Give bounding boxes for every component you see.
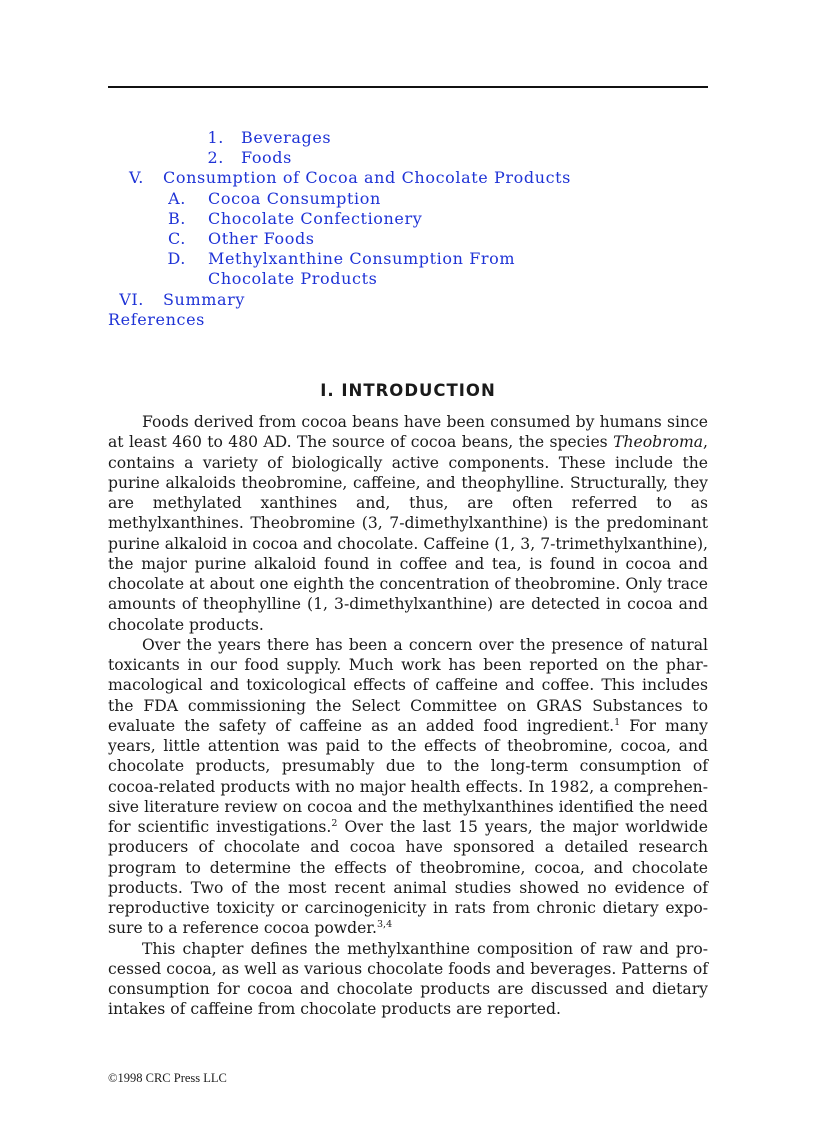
copyright-footer: ©1998 CRC Press LLC bbox=[108, 1071, 227, 1085]
toc-item-label[interactable]: References bbox=[108, 309, 205, 329]
toc-item[interactable] bbox=[108, 128, 708, 148]
paragraph: This chapter defines the methylxanthine composition of raw and processed cocoa, as well as various chocolate foods and beverages. Patterns of consumption for cocoa and chocolate products are discussed and dietary intakes of caffeine from chocolate products are reported. bbox=[108, 939, 708, 1019]
toc-item-number: A. bbox=[168, 188, 186, 208]
toc-item-label[interactable]: Cocoa Consumption bbox=[208, 188, 381, 208]
toc-item[interactable] bbox=[108, 229, 708, 249]
toc-item[interactable] bbox=[108, 168, 708, 188]
toc-item[interactable] bbox=[108, 249, 708, 269]
toc-item-label[interactable]: Beverages bbox=[241, 128, 332, 147]
toc-item[interactable] bbox=[108, 209, 708, 229]
toc-item[interactable] bbox=[108, 189, 708, 209]
toc-item-number: 1. bbox=[207, 128, 224, 147]
toc-item[interactable] bbox=[108, 148, 708, 168]
paragraph: Foods derived from cocoa beans have been consumed by humans since at least 460 to 480 AD. The source of cocoa beans, the species Theobroma, contains a variety of biologically active components. These include the purine alkaloids theobromine, caffeine, and theophylline. Structurally, they are methylated xanthines and, thus, are often referred to as methylxanthines. Theobromine (3, 7-dimethylxanthine) is the predominant purine alkaloid in cocoa and chocolate. Caffeine (1, 3, 7-trimethylxanthine), the major purine alkaloid found in coffee and tea, is found in cocoa and chocolate at about one eighth the concentration of theobromine. Only trace amounts of theophylline (1, 3-dimethylxanthine) are detected in cocoa and chocolate products. bbox=[108, 413, 708, 634]
toc-item-number: 2. bbox=[207, 148, 224, 168]
reference-marker[interactable]: 1 bbox=[614, 716, 621, 728]
reference-marker[interactable]: 3,4 bbox=[377, 919, 393, 931]
species-name: Theobroma bbox=[613, 433, 704, 452]
top-rule bbox=[108, 86, 708, 88]
toc-item[interactable] bbox=[108, 290, 708, 310]
toc-item-label[interactable]: Chocolate Confectionery bbox=[208, 208, 423, 228]
reference-marker[interactable]: 2 bbox=[331, 817, 338, 829]
table-of-contents bbox=[108, 128, 708, 330]
toc-item-number: V. bbox=[128, 168, 144, 188]
toc-item-number: B. bbox=[167, 208, 186, 228]
paragraph: Over the years there has been a concern over the presence of natural toxicants in our food supply. Much work has been reported on the pharmacological and toxicological effects of caffeine and coffee. This includes the FDA commissioning the Select Committee on GRAS Substances to evaluate the safety of caffeine as an added food ingredient.$^1$ For many years, little attention was paid to the effects of theobromine, cocoa, and chocolate products, presumably due to the long-term consumption of cocoa-related products with no major health effects. In 1982, a comprehensive literature review on cocoa and the methylxanthines identified the need for scientific investigations.$^2$ Over the last 15 years, the major worldwide producers of chocolate and cocoa have sponsored a detailed research program to determine the effects of theobromine, cocoa, and chocolate products. Two of the most recent animal studies showed no evidence of reproductive toxicity or carcinogenicity in rats from chronic dietary exposure to a reference cocoa powder.$^{3,4}$ bbox=[108, 635, 708, 938]
toc-item-label[interactable]: Chocolate Products bbox=[208, 269, 378, 289]
toc-item-label[interactable]: Consumption of Cocoa and Chocolate Products bbox=[163, 168, 571, 188]
toc-item-label[interactable]: Methylxanthine Consumption From bbox=[208, 249, 516, 269]
toc-item-number: D. bbox=[167, 249, 186, 269]
section-body bbox=[108, 412, 708, 1020]
toc-item[interactable] bbox=[108, 310, 708, 330]
toc-item-label[interactable]: Other Foods bbox=[208, 228, 315, 248]
section-heading: I. INTRODUCTION bbox=[320, 381, 496, 400]
toc-item-label[interactable]: Summary bbox=[163, 289, 246, 309]
toc-item-number: VI. bbox=[119, 289, 144, 309]
toc-item-number: C. bbox=[168, 228, 186, 248]
toc-item-label[interactable]: Foods bbox=[241, 148, 292, 168]
toc-item[interactable] bbox=[108, 269, 708, 289]
